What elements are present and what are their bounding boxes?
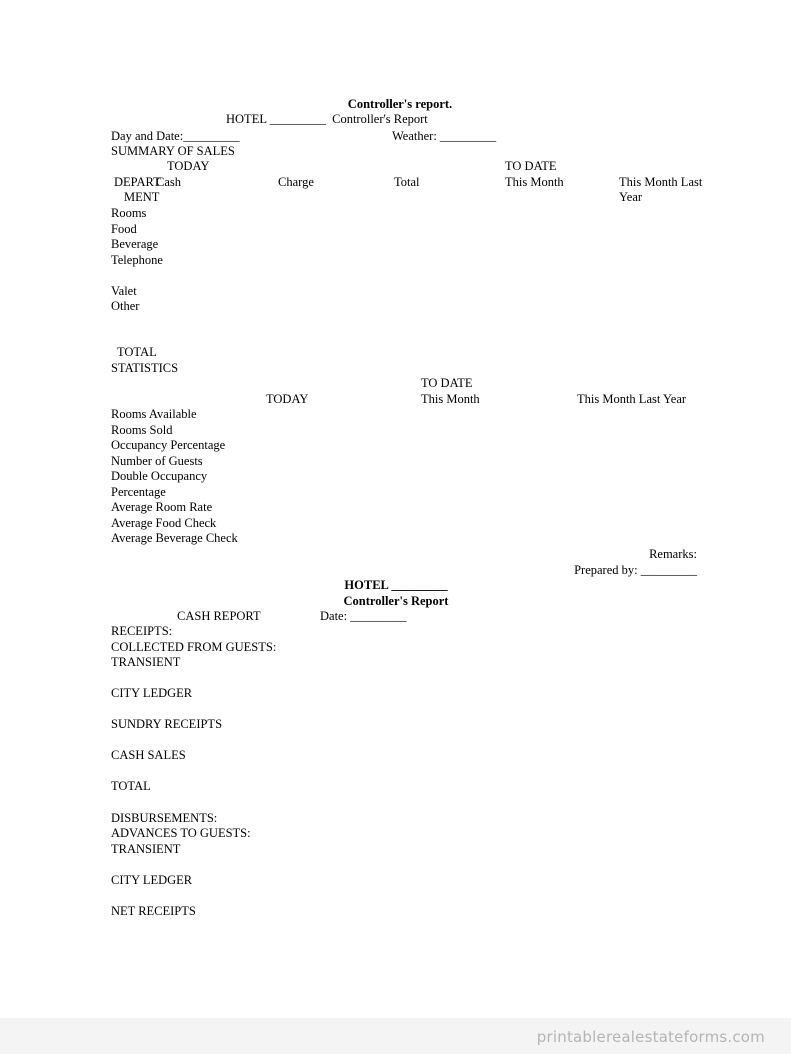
hotel-header-line: HOTEL _________ Controller's Report — [226, 112, 428, 126]
statistics-to-date-header: TO DATE — [421, 376, 473, 390]
disbursements-heading: DISBURSEMENTS: — [111, 811, 218, 825]
remarks-label: Remarks: — [649, 547, 697, 561]
spacer-row — [111, 671, 222, 687]
sales-column-cash: Cash — [156, 175, 181, 189]
list-item: Food — [111, 221, 137, 236]
receipts-heading: RECEIPTS: — [111, 624, 173, 638]
page-title: Controller's report. — [347, 97, 453, 111]
disbursement-row-list — [111, 842, 196, 920]
sales-to-date-group-header: TO DATE — [505, 159, 557, 173]
list-item: Occupancy Percentage — [111, 438, 226, 452]
list-item: Average Room Rate — [111, 500, 213, 514]
spacer-row — [111, 889, 196, 905]
prepared-by-field[interactable]: Prepared by: _________ — [574, 563, 697, 577]
statistics-row-list — [111, 407, 238, 547]
sales-column-charge: Charge — [278, 175, 314, 189]
list-item: Rooms Available — [111, 407, 197, 421]
sales-today-group-header: TODAY — [167, 159, 210, 173]
list-item: CITY LEDGER — [111, 686, 193, 700]
day-and-date-field[interactable]: Day and Date:_________ — [111, 129, 240, 143]
statistics-heading: STATISTICS — [111, 361, 179, 375]
statistics-this-month-last-year-header: This Month Last Year — [577, 392, 687, 406]
list-item: Average Food Check — [111, 515, 217, 530]
weather-field[interactable]: Weather: _________ — [392, 129, 497, 143]
list-item: Other — [111, 299, 140, 313]
spacer-row — [111, 268, 163, 284]
sales-column-this-month-last-year-line1: This Month Last — [619, 175, 703, 189]
sales-column-total: Total — [394, 175, 420, 189]
summary-of-sales-heading: SUMMARY OF SALES — [111, 144, 235, 158]
list-item: Rooms Sold — [111, 422, 173, 437]
receipt-row-list — [111, 655, 222, 795]
list-item: Number of Guests — [111, 453, 203, 468]
list-item: TOTAL — [111, 779, 151, 793]
list-item: CITY LEDGER — [111, 873, 193, 887]
list-item: Average Beverage Check — [111, 531, 238, 545]
cash-report-hotel-label: HOTEL _________ — [344, 578, 448, 592]
spacer-row — [111, 858, 196, 874]
spacer-row — [111, 702, 222, 718]
site-watermark: printablerealestateforms.com — [536, 1028, 765, 1046]
cash-report-section-heading: CASH REPORT — [177, 609, 261, 623]
list-item: Beverage — [111, 237, 159, 251]
list-item: CASH SALES — [111, 748, 186, 762]
list-item: SUNDRY RECEIPTS — [111, 717, 223, 731]
list-item: Percentage — [111, 484, 166, 499]
advances-to-guests-heading: ADVANCES TO GUESTS: — [111, 826, 251, 840]
list-item: Double Occupancy — [111, 469, 208, 483]
sales-column-department-line2: MENT — [124, 190, 160, 204]
cash-report-title: Controller's Report — [343, 594, 449, 608]
list-item: Valet — [111, 283, 137, 298]
collected-from-guests-heading: COLLECTED FROM GUESTS: — [111, 640, 277, 654]
sales-column-this-month: This Month — [505, 175, 564, 189]
list-item: TRANSIENT — [111, 842, 181, 856]
statistics-this-month-header: This Month — [421, 392, 480, 406]
list-item: Rooms — [111, 206, 147, 220]
sales-total-label: TOTAL — [117, 345, 157, 359]
spacer-row — [111, 764, 222, 780]
sales-column-this-month-last-year-line2: Year — [619, 190, 643, 204]
statistics-today-header: TODAY — [266, 392, 309, 406]
cash-report-date-field[interactable]: Date: _________ — [320, 609, 407, 623]
list-item: TRANSIENT — [111, 655, 181, 669]
spacer-row — [111, 733, 222, 749]
list-item: Telephone — [111, 252, 163, 267]
sales-department-list — [111, 206, 163, 315]
list-item: NET RECEIPTS — [111, 904, 196, 918]
sales-column-department-line1: DEPART — [114, 175, 161, 189]
